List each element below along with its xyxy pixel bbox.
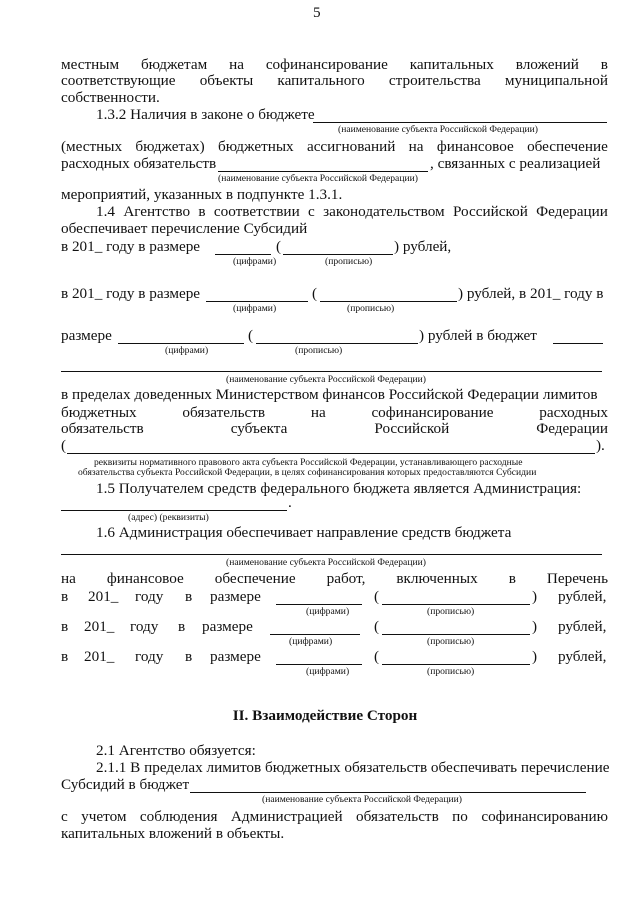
- caption-digits: (цифрами): [289, 636, 333, 647]
- clause-2-1: 2.1 Агентство обязуется:: [96, 742, 256, 759]
- clause-1-3-2: 1.3.2 Наличия в законе о бюджете: [96, 106, 315, 123]
- word: в: [178, 618, 186, 635]
- word: включенных: [396, 570, 478, 587]
- word: софинансированию: [481, 808, 608, 825]
- paren-open: (: [374, 648, 380, 665]
- caption-digits: (цифрами): [233, 256, 277, 267]
- caption-words: (прописью): [325, 256, 373, 267]
- paren-open: (: [374, 588, 380, 605]
- caption-subject: (наименование субъекта Российской Федерации): [262, 794, 462, 805]
- word: расходных: [539, 404, 608, 421]
- word: году: [135, 648, 164, 665]
- word: вложений: [515, 56, 579, 73]
- word: Агентство: [123, 203, 191, 220]
- paren-open: (: [276, 238, 282, 255]
- word: размере: [202, 618, 253, 635]
- fill-line-digits: [215, 254, 271, 255]
- page-number: 5: [313, 4, 321, 21]
- word: в: [61, 618, 69, 635]
- p132-line3-start: расходных обязательств: [61, 155, 217, 172]
- paren-close: ): [532, 618, 538, 635]
- word: в: [61, 588, 69, 605]
- paren-open: (: [248, 327, 254, 344]
- word: с: [61, 808, 68, 825]
- clause-1-5: 1.5 Получателем средств федерального бюджета является Администрация:: [96, 480, 582, 497]
- limits-line-c: [61, 420, 608, 438]
- fill-line-digits: [118, 343, 244, 344]
- word: по: [452, 808, 468, 825]
- requisites-caption-2: обязательства субъекта Российской Федерации, в целях софинансирования которых предоставляются Субсидии: [78, 467, 537, 478]
- p132-line2: [61, 138, 608, 156]
- rubles: рублей,: [558, 648, 607, 665]
- word: Федерации: [536, 420, 608, 437]
- word: обеспечение: [214, 570, 296, 587]
- word: местным: [61, 56, 120, 73]
- word: 1.4: [96, 203, 115, 220]
- caption-words: (прописью): [427, 666, 475, 677]
- word: субъекта: [230, 420, 288, 437]
- word: софинансирование: [371, 404, 494, 421]
- word: капитальных: [409, 56, 494, 73]
- clause-2-1-1-b: Субсидий в бюджет: [61, 776, 190, 793]
- word: строительства: [388, 72, 481, 89]
- requisites-caption-1: реквизиты нормативного правового акта субъекта Российской Федерации, устанавливающего расходные: [94, 457, 523, 468]
- word: в: [61, 648, 69, 665]
- word: соблюдения: [139, 808, 218, 825]
- word: Федерации: [536, 203, 608, 220]
- fill-line-digits: [270, 634, 360, 635]
- word: в: [198, 203, 206, 220]
- section-title: II. Взаимодействие Сторон: [232, 707, 418, 724]
- limits-line: в пределах доведенных Министерством финансов Российской Федерации лимитов: [61, 386, 598, 403]
- fill-line-words: [382, 604, 530, 605]
- fill-line-digits: [276, 604, 362, 605]
- fill-line-digits: [206, 301, 308, 302]
- word: софинансирование: [265, 56, 388, 73]
- clause-1-6: 1.6 Администрация обеспечивает направление средств бюджета: [96, 524, 512, 541]
- caption-digits: (цифрами): [306, 666, 350, 677]
- paren-close: ).: [596, 437, 605, 454]
- word: учетом: [81, 808, 127, 825]
- word: на: [61, 570, 76, 587]
- word: Перечень: [546, 570, 608, 587]
- word: работ,: [326, 570, 366, 587]
- paren-open: (: [61, 437, 67, 454]
- word: Российской: [374, 420, 450, 437]
- word: году: [135, 588, 164, 605]
- caption-words: (прописью): [295, 345, 343, 356]
- rubles: рублей,: [558, 618, 607, 635]
- year-row-3: [61, 648, 68, 666]
- caption-words: (прописью): [427, 636, 475, 647]
- clause-1-6-line2: [61, 570, 608, 588]
- word: на: [310, 404, 326, 421]
- word: финансовое: [106, 570, 184, 587]
- word: соответствующие: [61, 72, 176, 89]
- p132-line4: мероприятий, указанных в подпункте 1.3.1.: [61, 186, 343, 203]
- year1-end: ) рублей,: [394, 238, 452, 255]
- p1-line2: [61, 72, 608, 90]
- word: бюджетам: [140, 56, 208, 73]
- caption-words: (прописью): [427, 606, 475, 617]
- fill-line-digits: [276, 664, 362, 665]
- paren-close: ): [532, 588, 538, 605]
- word: капитального: [277, 72, 365, 89]
- word: соответствии: [213, 203, 300, 220]
- fill-line: [313, 122, 607, 123]
- caption-subject: (наименование субъекта Российской Федерации): [226, 557, 426, 568]
- word: (местных: [61, 138, 123, 155]
- caption-digits: (цифрами): [233, 303, 277, 314]
- field-caption: (наименование субъекта Российской Федерации): [338, 124, 538, 135]
- field-caption: (наименование субъекта Российской Федерации): [218, 173, 418, 184]
- fill-line-subject: [190, 792, 586, 793]
- word: обязательств: [356, 808, 439, 825]
- word: обязательств: [61, 420, 144, 437]
- word: в: [185, 648, 193, 665]
- fill-line-address: [61, 510, 287, 511]
- fill-line: [218, 171, 428, 172]
- word: 201_: [84, 618, 115, 635]
- clause-1-4-line1: [96, 203, 608, 221]
- fill-line-words: [256, 343, 418, 344]
- word: объекты: [199, 72, 254, 89]
- word: финансовое: [436, 138, 514, 155]
- word: размере: [210, 588, 261, 605]
- word: ассигнований: [306, 138, 396, 155]
- word: бюджетных: [218, 138, 294, 155]
- clause-2-1-1: 2.1.1 В пределах лимитов бюджетных обязательств обеспечивать перечисление: [96, 759, 610, 776]
- word: в: [185, 588, 193, 605]
- paren-open: (: [374, 618, 380, 635]
- paren-close: ): [532, 648, 538, 665]
- clause-2-1-1-c: [61, 808, 608, 826]
- fill-line-subject: [61, 554, 602, 555]
- word: обеспечение: [527, 138, 608, 155]
- word: на: [408, 138, 424, 155]
- word: Администрацией: [230, 808, 343, 825]
- word: в: [508, 570, 516, 587]
- fill-line-words: [283, 254, 393, 255]
- word: обязательств: [182, 404, 266, 421]
- word: муниципальной: [504, 72, 608, 89]
- year2-end: ) рублей, в 201_ году в: [458, 285, 604, 302]
- clause-1-4-line2: обеспечивает перечисление Субсидий: [61, 220, 308, 237]
- word: 201_: [88, 588, 119, 605]
- year-row-1: [61, 588, 68, 606]
- word: 201_: [84, 648, 115, 665]
- year3-label: размере: [61, 327, 112, 344]
- fill-line-words: [382, 634, 530, 635]
- caption-address: (адрес) (реквизиты): [128, 512, 209, 523]
- word: Российской: [452, 203, 528, 220]
- year2-label: в 201_ году в размере: [61, 285, 201, 302]
- word: размере: [210, 648, 261, 665]
- p132-line3-end: , связанных с реализацией: [430, 155, 601, 172]
- period: .: [288, 494, 292, 511]
- word: законодательством: [323, 203, 445, 220]
- caption-digits: (цифрами): [306, 606, 350, 617]
- fill-line-words: [382, 664, 530, 665]
- caption-digits: (цифрами): [165, 345, 209, 356]
- word: году: [130, 618, 159, 635]
- word: бюджетах): [135, 138, 205, 155]
- word: на: [229, 56, 244, 73]
- paren-open: (: [312, 285, 318, 302]
- word: в: [600, 56, 608, 73]
- fill-line-requisites: [67, 453, 595, 454]
- year-row-2: [61, 618, 68, 636]
- caption-words: (прописью): [347, 303, 395, 314]
- fill-line-words: [320, 301, 457, 302]
- year3-end: ) рублей в бюджет: [419, 327, 537, 344]
- fill-line: [553, 343, 603, 344]
- word: бюджетных: [61, 404, 137, 421]
- rubles: рублей,: [558, 588, 607, 605]
- year1-label: в 201_ году в размере: [61, 238, 201, 255]
- fill-line-subject: [61, 371, 602, 372]
- caption-subject: (наименование субъекта Российской Федерации): [226, 374, 426, 385]
- word: с: [308, 203, 315, 220]
- p1-line3: собственности.: [61, 89, 160, 106]
- clause-2-1-1-d: капитальных вложений в объекты.: [61, 825, 285, 842]
